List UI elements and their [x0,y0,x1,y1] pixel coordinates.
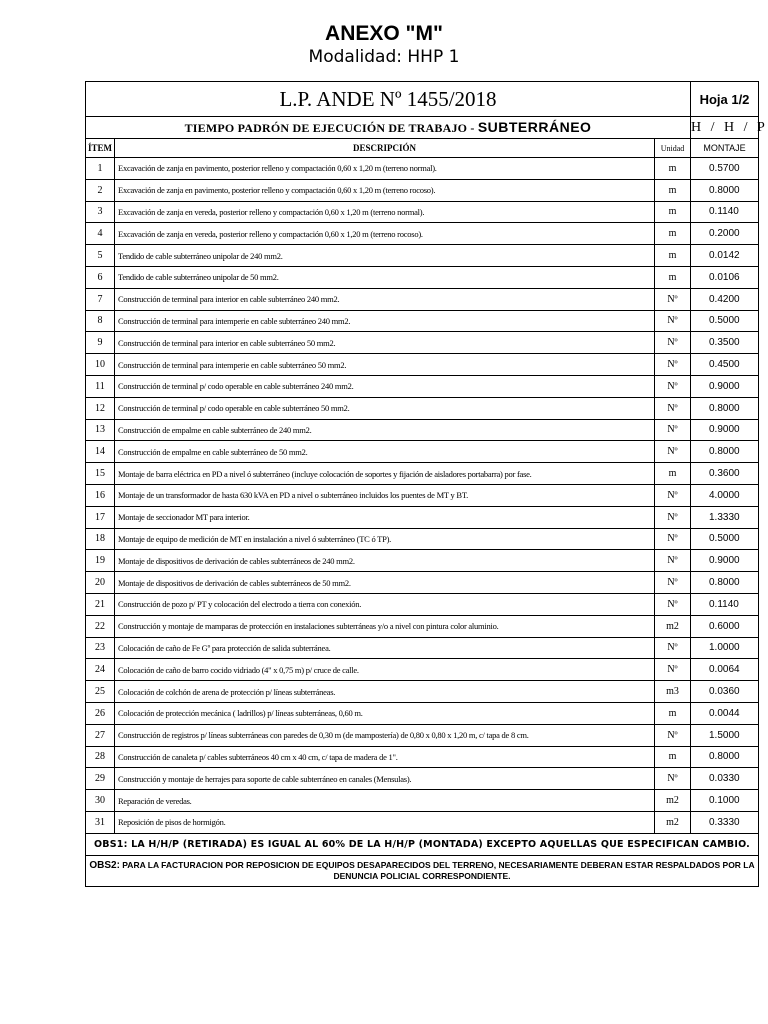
row-unit: Nº [655,550,691,572]
row-montaje: 0.8000 [691,572,759,594]
row-item-number: 2 [86,179,115,201]
row-item-number: 5 [86,245,115,267]
table-row [86,528,759,550]
row-montaje: 4.0000 [691,484,759,506]
row-unit: m [655,223,691,245]
row-description: Reposición de pisos de hormigón. [115,811,655,833]
row-montaje: 0.3500 [691,332,759,354]
row-item-number: 7 [86,288,115,310]
row-item-number: 23 [86,637,115,659]
row-montaje: 0.8000 [691,397,759,419]
row-unit: Nº [655,768,691,790]
table-row [86,811,759,833]
row-description: Reparación de veredas. [115,790,655,812]
table-row [86,702,759,724]
table-row [86,310,759,332]
table-row [86,397,759,419]
row-description: Construcción de pozo p/ PT y colocación del electrodo a tierra con conexión. [115,593,655,615]
row-description: Montaje de dispositivos de derivación de cables subterráneos de 50 mm2. [115,572,655,594]
row-montaje: 0.0142 [691,245,759,267]
row-description: Construcción de empalme en cable subterráneo de 50 mm2. [115,441,655,463]
row-description: Montaje de barra eléctrica en PD a nivel ó subterráneo (incluye colocación de soportes y fijación de aisladores portabarra) por fase. [115,463,655,485]
row-item-number: 19 [86,550,115,572]
row-montaje: 0.9000 [691,419,759,441]
row-unit: Nº [655,528,691,550]
row-item-number: 13 [86,419,115,441]
table-row [86,245,759,267]
table-row [86,288,759,310]
row-item-number: 24 [86,659,115,681]
column-header-unidad: Unidad [655,139,691,158]
row-unit: Nº [655,484,691,506]
row-item-number: 8 [86,310,115,332]
row-description: Montaje de equipo de medición de MT en instalación a nivel ó subterráneo (TC ó TP). [115,528,655,550]
row-description: Montaje de un transformador de hasta 630 kVA en PD a nivel o subterráneo incluidos los puentes de MT y BT. [115,484,655,506]
row-item-number: 25 [86,681,115,703]
row-item-number: 20 [86,572,115,594]
row-unit: Nº [655,506,691,528]
table-row [86,572,759,594]
row-item-number: 11 [86,375,115,397]
sheet-number: Hoja 1/2 [691,82,759,117]
row-montaje: 0.5000 [691,528,759,550]
row-unit: Nº [655,419,691,441]
row-description: Construcción de terminal para interior en cable subterráneo 50 mm2. [115,332,655,354]
row-item-number: 27 [86,724,115,746]
row-montaje: 0.8000 [691,179,759,201]
row-unit: Nº [655,332,691,354]
row-item-number: 6 [86,266,115,288]
row-unit: m2 [655,615,691,637]
obs1-note: OBS1: LA H/H/P (RETIRADA) ES IGUAL AL 60% DE LA H/H/P (MONTADA) EXCEPTO AQUELLAS QUE ESPECIFICAN CAMBIO. [86,833,759,855]
row-montaje: 0.4500 [691,354,759,376]
row-item-number: 4 [86,223,115,245]
row-item-number: 28 [86,746,115,768]
row-unit: m [655,702,691,724]
row-description: Construcción y montaje de herrajes para soporte de cable subterráneo en canales (Mensulas). [115,768,655,790]
row-description: Construcción y montaje de mamparas de protección en instalaciones subterráneas y/o a nivel con pintura color aluminio. [115,615,655,637]
row-item-number: 3 [86,201,115,223]
row-unit: m2 [655,790,691,812]
row-description: Construcción de empalme en cable subterráneo de 240 mm2. [115,419,655,441]
row-montaje: 0.8000 [691,746,759,768]
row-item-number: 15 [86,463,115,485]
row-unit: m [655,179,691,201]
row-item-number: 21 [86,593,115,615]
row-unit: Nº [655,441,691,463]
table-row [86,637,759,659]
row-item-number: 9 [86,332,115,354]
row-montaje: 0.0330 [691,768,759,790]
row-item-number: 10 [86,354,115,376]
row-item-number: 31 [86,811,115,833]
section-title-prefix: TIEMPO PADRÓN DE EJECUCIÓN DE TRABAJO - [184,121,478,135]
row-montaje: 0.5700 [691,158,759,180]
table-row [86,681,759,703]
row-montaje: 0.5000 [691,310,759,332]
row-item-number: 16 [86,484,115,506]
table-row [86,441,759,463]
obs2-label: OBS2: [89,859,120,871]
row-montaje: 0.3600 [691,463,759,485]
obs2-text: PARA LA FACTURACION POR REPOSICION DE EQUIPOS DESAPARECIDOS DEL TERRENO, NECESARIAMENTE DEBERAN ESTAR RESPALDADOS POR LA DENUNCIA POLICIAL CORRESPONDIENTE. [119,859,755,881]
row-unit: Nº [655,659,691,681]
table-row [86,201,759,223]
table-row [86,179,759,201]
column-header-item: ÍTEM [86,139,115,158]
row-montaje: 0.1140 [691,201,759,223]
row-unit: Nº [655,310,691,332]
table-row [86,158,759,180]
row-montaje: 0.8000 [691,441,759,463]
row-unit: m [655,201,691,223]
row-item-number: 1 [86,158,115,180]
table-row [86,266,759,288]
row-unit: Nº [655,637,691,659]
table-row [86,550,759,572]
row-item-number: 12 [86,397,115,419]
row-description: Colocación de caño de Fe Gº para protección de salida subterránea. [115,637,655,659]
table-row [86,332,759,354]
section-title-type: SUBTERRÁNEO [477,119,592,135]
row-description: Excavación de zanja en vereda, posterior relleno y compactación 0,60 x 1,20 m (terreno rocoso). [115,223,655,245]
table-row [86,463,759,485]
row-montaje: 1.5000 [691,724,759,746]
row-montaje: 0.0044 [691,702,759,724]
row-description: Colocación de colchón de arena de protección p/ líneas subterráneas. [115,681,655,703]
row-unit: Nº [655,397,691,419]
row-montaje: 0.0360 [691,681,759,703]
table-row [86,659,759,681]
row-description: Excavación de zanja en vereda, posterior relleno y compactación 0,60 x 1,20 m (terreno normal). [115,201,655,223]
row-item-number: 17 [86,506,115,528]
table-row [86,593,759,615]
row-description: Montaje de dispositivos de derivación de cables subterráneos de 240 mm2. [115,550,655,572]
row-item-number: 18 [86,528,115,550]
table-row [86,615,759,637]
row-description: Excavación de zanja en pavimento, posterior relleno y compactación 0,60 x 1,20 m (terreno rocoso). [115,179,655,201]
column-header-descripcion: DESCRIPCIÓN [115,139,655,158]
row-item-number: 22 [86,615,115,637]
row-description: Construcción de registros p/ líneas subterráneas con paredes de 0,30 m (de mampostería) de 0,80 x 0,80 x 1,20 m, c/ tapa de 8 cm. [115,724,655,746]
row-montaje: 0.6000 [691,615,759,637]
table-row [86,484,759,506]
row-montaje: 0.2000 [691,223,759,245]
hhp-label: H / H / P [691,117,759,139]
row-item-number: 14 [86,441,115,463]
table-row [86,746,759,768]
table-row [86,724,759,746]
row-description: Construcción de terminal para intemperie en cable subterráneo 240 mm2. [115,310,655,332]
row-montaje: 0.9000 [691,375,759,397]
table-row [86,768,759,790]
row-description: Construcción de canaleta p/ cables subterráneos 40 cm x 40 cm, c/ tapa de madera de 1". [115,746,655,768]
row-montaje: 0.0106 [691,266,759,288]
row-unit: Nº [655,354,691,376]
row-description: Construcción de terminal para intemperie en cable subterráneo 50 mm2. [115,354,655,376]
page-title: ANEXO "M" [325,22,443,45]
table-row [86,506,759,528]
table-row [86,354,759,376]
row-description: Colocación de caño de barro cocido vidriado (4" x 0,75 m) p/ cruce de calle. [115,659,655,681]
row-montaje: 0.1000 [691,790,759,812]
row-montaje: 1.0000 [691,637,759,659]
row-description: Tendido de cable subterráneo unipolar de 50 mm2. [115,266,655,288]
row-unit: Nº [655,724,691,746]
row-description: Construcción de terminal p/ codo operable en cable subterráneo 50 mm2. [115,397,655,419]
page-subtitle: Modalidad: HHP 1 [308,47,460,67]
table-row [86,790,759,812]
row-montaje: 0.4200 [691,288,759,310]
row-unit: m [655,245,691,267]
row-unit: Nº [655,593,691,615]
row-montaje: 1.3330 [691,506,759,528]
row-description: Excavación de zanja en pavimento, posterior relleno y compactación 0,60 x 1,20 m (terreno normal). [115,158,655,180]
obs2-note [86,855,759,886]
table-row [86,419,759,441]
column-header-montaje: MONTAJE [691,139,759,158]
row-description: Construcción de terminal p/ codo operable en cable subterráneo 240 mm2. [115,375,655,397]
row-unit: m [655,746,691,768]
row-item-number: 26 [86,702,115,724]
row-unit: m [655,158,691,180]
table-row [86,375,759,397]
row-montaje: 0.9000 [691,550,759,572]
lp-title: L.P. ANDE Nº 1455/2018 [86,82,691,117]
row-montaje: 0.1140 [691,593,759,615]
row-description: Construcción de terminal para interior en cable subterráneo 240 mm2. [115,288,655,310]
row-description: Colocación de protección mecánica ( ladrillos) p/ líneas subterráneas, 0,60 m. [115,702,655,724]
table-row [86,223,759,245]
hhp-table [85,81,768,887]
row-description: Montaje de seccionador MT para interior. [115,506,655,528]
row-unit: m [655,266,691,288]
row-item-number: 29 [86,768,115,790]
row-unit: Nº [655,572,691,594]
row-montaje: 0.3330 [691,811,759,833]
row-description: Tendido de cable subterráneo unipolar de 240 mm2. [115,245,655,267]
row-unit: m3 [655,681,691,703]
row-unit: m [655,463,691,485]
section-title [86,117,691,139]
row-unit: Nº [655,375,691,397]
row-unit: m2 [655,811,691,833]
row-montaje: 0.0064 [691,659,759,681]
row-item-number: 30 [86,790,115,812]
row-unit: Nº [655,288,691,310]
